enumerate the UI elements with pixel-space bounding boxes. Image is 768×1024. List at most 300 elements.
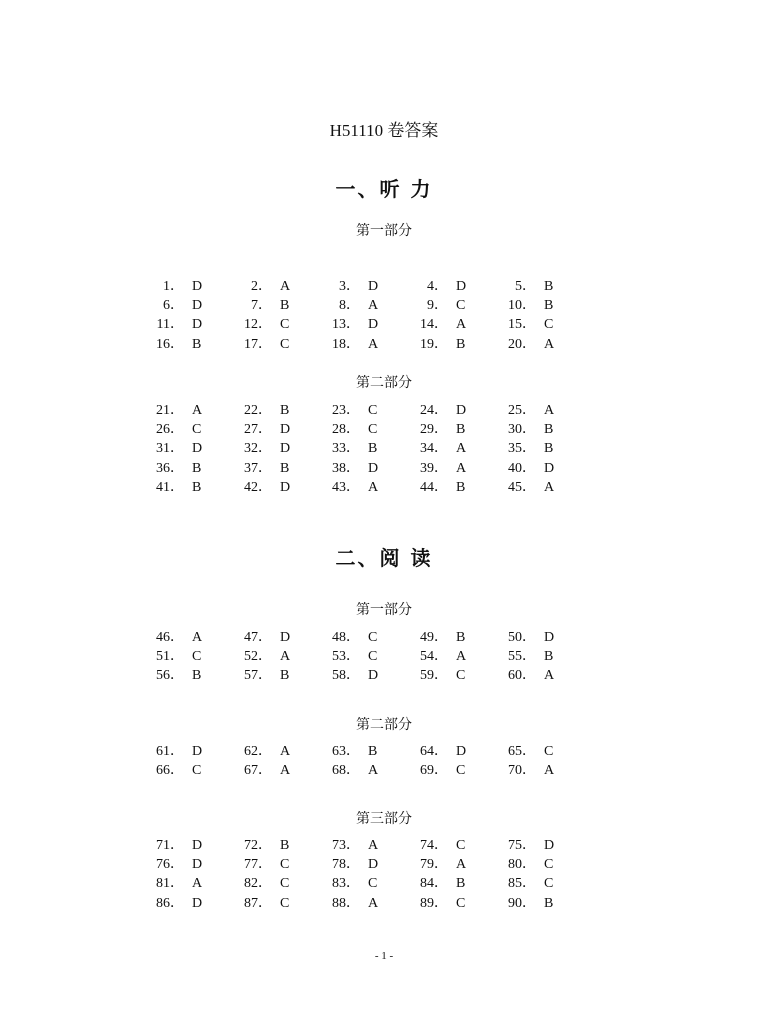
answer-item [328, 666, 418, 685]
answer-item [240, 666, 330, 685]
answer-item [504, 296, 594, 315]
answer-item [328, 277, 418, 296]
answer-letter: A [544, 763, 555, 779]
answer-item [416, 401, 506, 420]
question-number: 37． [244, 460, 272, 476]
answer-item [504, 401, 594, 420]
answer-letter: D [456, 279, 467, 294]
answer-item [240, 401, 330, 420]
question-number: 51． [156, 649, 184, 665]
answer-letter: D [192, 441, 203, 457]
answer-item [240, 439, 330, 458]
answer-item [152, 666, 242, 685]
question-number: 41． [156, 479, 184, 495]
answer-item [152, 874, 242, 893]
question-number: 34． [420, 441, 448, 457]
answer-letter: C [544, 857, 554, 873]
answer-grid-reading-1 [152, 628, 620, 686]
answer-letter: D [456, 744, 467, 759]
answer-letter: D [456, 403, 467, 418]
answer-item [504, 277, 594, 296]
answer-row [152, 836, 620, 855]
answer-item [152, 855, 242, 874]
question-number: 35． [508, 441, 536, 457]
question-number: 88． [332, 895, 360, 911]
answer-item [416, 874, 506, 893]
question-number: 7． [251, 298, 272, 314]
question-number: 90． [508, 895, 536, 911]
answer-letter: B [368, 441, 378, 457]
answer-item [240, 315, 330, 334]
question-number: 66． [156, 763, 184, 779]
answer-letter: B [192, 479, 202, 495]
answer-row [152, 296, 620, 315]
question-number: 24． [420, 403, 448, 418]
answer-item [416, 647, 506, 666]
answer-letter: D [192, 279, 203, 294]
answer-item [504, 335, 594, 354]
question-number: 89． [420, 895, 448, 911]
question-number: 25． [508, 403, 536, 418]
answer-item [152, 296, 242, 315]
question-number: 2． [251, 279, 272, 294]
question-number: 29． [420, 422, 448, 438]
answer-letter: A [456, 317, 467, 333]
question-number: 3． [339, 279, 360, 294]
question-number: 67． [244, 763, 272, 779]
question-number: 50． [508, 630, 536, 645]
answer-letter: B [280, 460, 290, 476]
question-number: 53． [332, 649, 360, 665]
answer-item [504, 420, 594, 439]
answer-letter: C [280, 336, 290, 352]
question-number: 62． [244, 744, 272, 759]
question-number: 30． [508, 422, 536, 438]
answer-item [240, 277, 330, 296]
question-number: 31． [156, 441, 184, 457]
question-number: 36． [156, 460, 184, 476]
answer-letter: C [368, 876, 378, 892]
answer-item [416, 439, 506, 458]
answer-item [328, 335, 418, 354]
answer-item [504, 742, 594, 761]
answer-letter: D [192, 298, 203, 314]
answer-item [328, 628, 418, 647]
question-number: 42． [244, 479, 272, 495]
question-number: 83． [332, 876, 360, 892]
answer-item [152, 315, 242, 334]
question-number: 5． [515, 279, 536, 294]
question-number: 81． [156, 876, 184, 892]
answer-item [240, 894, 330, 913]
question-number: 85． [508, 876, 536, 892]
answer-letter: B [544, 422, 554, 438]
question-number: 17． [244, 336, 272, 352]
question-number: 72． [244, 838, 272, 853]
answer-letter: A [368, 479, 379, 495]
answer-item [240, 647, 330, 666]
answer-letter: B [456, 336, 466, 352]
answer-item [328, 478, 418, 497]
question-number: 47． [244, 630, 272, 645]
answer-letter: D [192, 838, 203, 853]
question-number: 39． [420, 460, 448, 476]
question-number: 18． [332, 336, 360, 352]
part-label-listening-2: 第二部分 [356, 375, 412, 391]
answer-item [152, 335, 242, 354]
answer-item [240, 874, 330, 893]
answer-letter: C [456, 668, 466, 684]
answer-grid-listening-1 [152, 277, 620, 354]
question-number: 9． [427, 298, 448, 314]
answer-item [416, 478, 506, 497]
answer-item [416, 277, 506, 296]
question-number: 43． [332, 479, 360, 495]
answer-letter: D [368, 668, 379, 684]
answer-letter: C [280, 876, 290, 892]
answer-item [416, 628, 506, 647]
question-number: 78． [332, 857, 360, 873]
answer-letter: B [368, 744, 378, 759]
answer-item [416, 761, 506, 780]
answer-letter: C [368, 649, 378, 665]
answer-item [152, 478, 242, 497]
question-number: 56． [156, 668, 184, 684]
answer-item [328, 459, 418, 478]
answer-item [152, 628, 242, 647]
question-number: 8． [339, 298, 360, 314]
question-number: 4． [427, 279, 448, 294]
answer-item [152, 401, 242, 420]
answer-row [152, 855, 620, 874]
answer-row [152, 315, 620, 334]
answer-item [328, 855, 418, 874]
page-title: H51110 卷答案 [329, 121, 439, 140]
answer-letter: D [544, 838, 555, 853]
answer-row [152, 647, 620, 666]
question-number: 74． [420, 838, 448, 853]
answer-letter: B [456, 479, 466, 495]
question-number: 58． [332, 668, 360, 684]
answer-letter: A [280, 744, 291, 759]
answer-letter: B [192, 336, 202, 352]
question-number: 49． [420, 630, 448, 645]
answer-letter: D [192, 317, 203, 333]
answer-letter: D [192, 895, 203, 911]
answer-item [240, 855, 330, 874]
answer-item [328, 874, 418, 893]
part-label-listening-1: 第一部分 [356, 223, 412, 239]
question-number: 10． [508, 298, 536, 314]
question-number: 21． [156, 403, 184, 418]
answer-item [328, 315, 418, 334]
answer-letter: C [192, 649, 202, 665]
answer-letter: D [280, 441, 291, 457]
answer-letter: D [280, 630, 291, 645]
question-number: 11． [156, 317, 184, 333]
answer-letter: C [280, 857, 290, 873]
answer-letter: B [544, 298, 554, 314]
page-number: - 1 - [374, 950, 394, 962]
answer-item [504, 836, 594, 855]
answer-letter: D [368, 317, 379, 333]
answer-letter: D [192, 857, 203, 873]
answer-letter: A [368, 838, 379, 853]
answer-letter: A [368, 298, 379, 314]
question-number: 6． [163, 298, 184, 314]
answer-letter: D [368, 857, 379, 873]
answer-letter: C [544, 317, 554, 333]
answer-letter: B [544, 895, 554, 911]
answer-item [328, 296, 418, 315]
answer-item [152, 761, 242, 780]
answer-letter: A [544, 403, 555, 418]
answer-item [328, 420, 418, 439]
part-label-reading-3: 第三部分 [356, 811, 412, 827]
question-number: 76． [156, 857, 184, 873]
answer-item [240, 628, 330, 647]
answer-letter: A [280, 763, 291, 779]
question-number: 26． [156, 422, 184, 438]
answer-item [152, 439, 242, 458]
answer-letter: C [456, 838, 466, 853]
answer-item [504, 315, 594, 334]
answer-item [152, 894, 242, 913]
answer-letter: B [544, 279, 554, 294]
answer-item [416, 666, 506, 685]
part-label-reading-2: 第二部分 [356, 717, 412, 733]
part-label-reading-1: 第一部分 [356, 602, 412, 618]
answer-item [416, 855, 506, 874]
answer-item [504, 666, 594, 685]
question-number: 40． [508, 460, 536, 476]
answer-grid-listening-2 [152, 401, 620, 497]
question-number: 28． [332, 422, 360, 438]
answer-item [504, 894, 594, 913]
answer-item [240, 335, 330, 354]
question-number: 70． [508, 763, 536, 779]
question-number: 32． [244, 441, 272, 457]
question-number: 23． [332, 403, 360, 418]
answer-item [504, 761, 594, 780]
answer-item [240, 478, 330, 497]
answer-item [328, 742, 418, 761]
question-number: 64． [420, 744, 448, 759]
answer-item [416, 836, 506, 855]
answer-letter: B [192, 460, 202, 476]
answer-letter: D [280, 479, 291, 495]
answer-item [416, 296, 506, 315]
answer-letter: A [192, 876, 203, 892]
answer-item [504, 855, 594, 874]
question-number: 16． [156, 336, 184, 352]
answer-item [240, 742, 330, 761]
answer-item [416, 315, 506, 334]
answer-item [328, 836, 418, 855]
answer-letter: A [456, 857, 467, 873]
answer-row [152, 459, 620, 478]
answer-letter: C [456, 895, 466, 911]
question-number: 33． [332, 441, 360, 457]
answer-item [240, 761, 330, 780]
question-number: 57． [244, 668, 272, 684]
answer-letter: A [192, 630, 203, 645]
answer-letter: A [456, 441, 467, 457]
answer-letter: D [368, 460, 379, 476]
question-number: 87． [244, 895, 272, 911]
question-number: 14． [420, 317, 448, 333]
answer-letter: D [368, 279, 379, 294]
question-number: 55． [508, 649, 536, 665]
question-number: 84． [420, 876, 448, 892]
question-number: 68． [332, 763, 360, 779]
answer-letter: A [544, 479, 555, 495]
question-number: 52． [244, 649, 272, 665]
question-number: 46． [156, 630, 184, 645]
answer-row [152, 666, 620, 685]
answer-letter: A [280, 279, 291, 294]
question-number: 22． [244, 403, 272, 418]
answer-letter: C [192, 763, 202, 779]
answer-letter: B [456, 422, 466, 438]
answer-letter: D [544, 630, 555, 645]
answer-item [504, 459, 594, 478]
answer-item [504, 628, 594, 647]
section-heading-reading: 二、阅 读 [335, 546, 433, 570]
question-number: 13． [332, 317, 360, 333]
answer-item [328, 647, 418, 666]
answer-row [152, 478, 620, 497]
answer-item [416, 459, 506, 478]
question-number: 27． [244, 422, 272, 438]
answer-letter: C [368, 403, 378, 418]
answer-row [152, 742, 620, 761]
answer-letter: A [368, 895, 379, 911]
answer-item [504, 439, 594, 458]
answer-letter: C [544, 876, 554, 892]
question-number: 79． [420, 857, 448, 873]
answer-item [416, 420, 506, 439]
answer-letter: C [544, 744, 554, 759]
answer-row [152, 335, 620, 354]
answer-item [152, 420, 242, 439]
answer-item [328, 894, 418, 913]
answer-row [152, 277, 620, 296]
question-number: 15． [508, 317, 536, 333]
answer-item [240, 420, 330, 439]
question-number: 44． [420, 479, 448, 495]
answer-item [504, 478, 594, 497]
answer-letter: C [456, 298, 466, 314]
answer-grid-reading-2 [152, 742, 620, 780]
answer-letter: B [280, 403, 290, 418]
answer-letter: B [192, 668, 202, 684]
question-number: 38． [332, 460, 360, 476]
answer-letter: A [456, 460, 467, 476]
answer-letter: D [280, 422, 291, 438]
question-number: 59． [420, 668, 448, 684]
question-number: 65． [508, 744, 536, 759]
answer-item [504, 874, 594, 893]
answer-item [416, 742, 506, 761]
question-number: 86． [156, 895, 184, 911]
question-number: 61． [156, 744, 184, 759]
answer-item [328, 761, 418, 780]
question-number: 45． [508, 479, 536, 495]
answer-letter: A [368, 763, 379, 779]
answer-item [328, 439, 418, 458]
answer-item [152, 836, 242, 855]
answer-letter: B [280, 298, 290, 314]
question-number: 80． [508, 857, 536, 873]
answer-item [152, 277, 242, 296]
answer-row [152, 874, 620, 893]
question-number: 73． [332, 838, 360, 853]
answer-letter: C [280, 317, 290, 333]
answer-item [328, 401, 418, 420]
answer-row [152, 439, 620, 458]
answer-letter: A [280, 649, 291, 665]
answer-row [152, 894, 620, 913]
section-heading-listening: 一、听 力 [335, 177, 433, 201]
answer-letter: A [192, 403, 203, 418]
answer-item [240, 296, 330, 315]
answer-item [240, 459, 330, 478]
question-number: 71． [156, 838, 184, 853]
answer-row [152, 420, 620, 439]
answer-letter: A [368, 336, 379, 352]
question-number: 48． [332, 630, 360, 645]
answer-letter: A [544, 668, 555, 684]
answer-row [152, 401, 620, 420]
answer-letter: C [192, 422, 202, 438]
answer-letter: C [368, 422, 378, 438]
answer-letter: B [280, 838, 290, 853]
answer-letter: B [456, 630, 466, 645]
answer-letter: B [456, 876, 466, 892]
answer-item [416, 894, 506, 913]
question-number: 63． [332, 744, 360, 759]
answer-letter: D [192, 744, 203, 759]
answer-letter: B [544, 441, 554, 457]
question-number: 20． [508, 336, 536, 352]
answer-row [152, 761, 620, 780]
answer-item [152, 647, 242, 666]
question-number: 54． [420, 649, 448, 665]
answer-grid-reading-3 [152, 836, 620, 913]
answer-letter: C [456, 763, 466, 779]
answer-letter: C [280, 895, 290, 911]
question-number: 77． [244, 857, 272, 873]
answer-row [152, 628, 620, 647]
answer-letter: B [544, 649, 554, 665]
answer-item [152, 742, 242, 761]
answer-item [152, 459, 242, 478]
answer-item [504, 647, 594, 666]
question-number: 19． [420, 336, 448, 352]
question-number: 75． [508, 838, 536, 853]
answer-letter: C [368, 630, 378, 645]
answer-letter: D [544, 460, 555, 476]
answer-letter: A [456, 649, 467, 665]
answer-letter: A [544, 336, 555, 352]
question-number: 12． [244, 317, 272, 333]
question-number: 60． [508, 668, 536, 684]
question-number: 82． [244, 876, 272, 892]
question-number: 69． [420, 763, 448, 779]
answer-item [240, 836, 330, 855]
answer-item [416, 335, 506, 354]
